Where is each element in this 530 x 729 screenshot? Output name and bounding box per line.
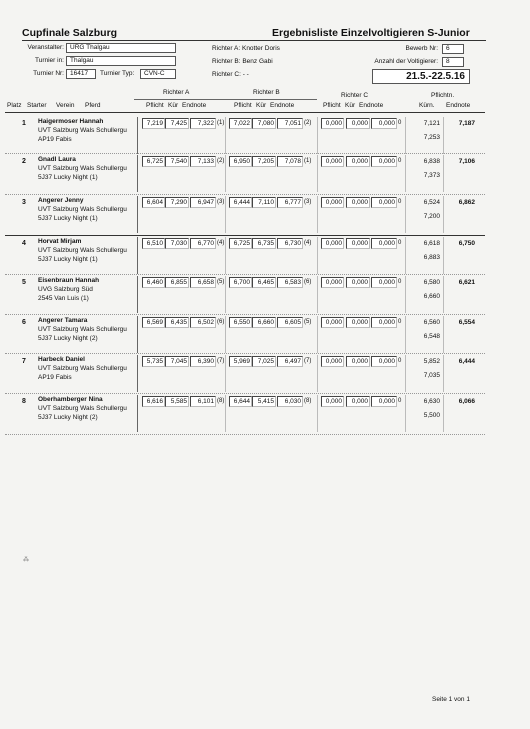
pflicht-note: 5,852 <box>423 358 440 365</box>
score-c-rank: 0 <box>398 398 402 404</box>
header-endnote-final: Endnote <box>446 102 471 109</box>
row-platz: 7 <box>22 358 26 365</box>
score-c-kur: 0,000 <box>346 197 370 208</box>
final-endnote: 6,750 <box>458 240 475 247</box>
score-a-pflicht: 6,604 <box>142 197 165 208</box>
row-starter-name: Angerer Jenny <box>38 197 84 204</box>
anzahl-label: Anzahl der Voltigierer: <box>374 58 438 65</box>
score-c-rank: 0 <box>398 199 402 205</box>
score-b-endnote: 7,051 <box>277 118 303 129</box>
score-b-kur: 6,660 <box>252 317 276 328</box>
row-starter-name: Angerer Tamara <box>38 317 88 324</box>
score-a-endnote: 6,502 <box>190 317 216 328</box>
row-platz: 4 <box>22 240 26 247</box>
turnier-typ-label: Turnier Typ: <box>100 70 135 77</box>
header-b-endnote: Endnote <box>270 102 295 109</box>
row-starter-name: Harbeck Daniel <box>38 356 85 363</box>
header-starter: Starter <box>27 102 47 109</box>
row-starter-name: Eisenbraun Hannah <box>38 277 100 284</box>
score-b-kur: 6,735 <box>252 238 276 249</box>
score-c-endnote: 0,000 <box>371 317 397 328</box>
score-a-pflicht: 6,569 <box>142 317 165 328</box>
score-b-kur: 5,415 <box>252 396 276 407</box>
row-starter-name: Horvat Mirjam <box>38 238 82 245</box>
veranstalter-label: Veranstalter: <box>27 44 64 51</box>
row-pferd: 5J37 Lucky Night (1) <box>38 256 98 263</box>
row-pferd: 2545 Van Luis (1) <box>38 295 89 302</box>
bewerb-value: 6 <box>442 44 464 54</box>
richter-c-line: Richter C: - - <box>212 71 249 78</box>
score-a-endnote: 6,770 <box>190 238 216 249</box>
score-b-kur: 7,025 <box>252 356 276 367</box>
score-c-endnote: 0,000 <box>371 238 397 249</box>
final-endnote: 7,106 <box>458 158 475 165</box>
header-c-endnote: Endnote <box>359 102 384 109</box>
header-b-pflicht: Pflicht <box>234 102 252 109</box>
richter-b-line: Richter B: Benz Gabi <box>212 58 273 65</box>
row-verein: UVT Salzburg Wals Schullergu <box>38 365 127 372</box>
kur-note: 7,253 <box>423 134 440 141</box>
score-a-pflicht: 5,735 <box>142 356 165 367</box>
list-title: Ergebnisliste Einzelvoltigieren S-Junior <box>272 27 470 39</box>
score-a-endnote: 7,322 <box>190 118 216 129</box>
header-a-pflicht: Pflicht <box>146 102 164 109</box>
score-c-kur: 0,000 <box>346 238 370 249</box>
score-b-kur: 6,465 <box>252 277 276 288</box>
pflicht-note: 6,524 <box>423 199 440 206</box>
row-platz: 2 <box>22 158 26 165</box>
score-c-rank: 0 <box>398 319 402 325</box>
score-c-endnote: 0,000 <box>371 396 397 407</box>
header-pflichtn: Pflichtn. <box>431 92 455 99</box>
row-pferd: 5J37 Lucky Night (2) <box>38 414 98 421</box>
header-a-kur: Kür <box>168 102 179 109</box>
score-b-pflicht: 6,550 <box>229 317 252 328</box>
score-c-kur: 0,000 <box>346 156 370 167</box>
score-b-endnote: 6,030 <box>277 396 303 407</box>
kur-note: 5,500 <box>423 412 440 419</box>
score-b-rank: (1) <box>304 158 312 164</box>
kur-note: 7,373 <box>423 172 440 179</box>
event-title: Cupfinale Salzburg <box>22 27 118 39</box>
score-c-pflicht: 0,000 <box>321 317 344 328</box>
row-platz: 8 <box>22 398 26 405</box>
date-range: 21.5.-22.5.16 <box>372 69 470 84</box>
score-b-endnote: 6,777 <box>277 197 303 208</box>
score-a-rank: (6) <box>217 319 225 325</box>
score-b-endnote: 6,497 <box>277 356 303 367</box>
turnier-typ-value: CVN-C <box>140 69 176 79</box>
score-b-pflicht: 6,950 <box>229 156 252 167</box>
score-c-kur: 0,000 <box>346 396 370 407</box>
score-b-rank: (6) <box>304 279 312 285</box>
score-b-pflicht: 5,969 <box>229 356 252 367</box>
score-c-rank: 0 <box>398 158 402 164</box>
score-c-pflicht: 0,000 <box>321 238 344 249</box>
score-a-kur: 6,855 <box>165 277 189 288</box>
header-richter-b: Richter B <box>253 89 280 96</box>
row-verein: UVT Salzburg Wals Schullergu <box>38 326 127 333</box>
score-a-kur: 7,030 <box>165 238 189 249</box>
score-c-kur: 0,000 <box>346 118 370 129</box>
score-a-rank: (3) <box>217 199 225 205</box>
score-a-pflicht: 6,616 <box>142 396 165 407</box>
row-verein: UVT Salzburg Wals Schullergu <box>38 206 127 213</box>
row-platz: 5 <box>22 279 26 286</box>
row-platz: 6 <box>22 319 26 326</box>
final-endnote: 7,187 <box>458 120 475 127</box>
score-a-rank: (1) <box>217 120 225 126</box>
row-pferd: AP19 Fabis <box>38 374 72 381</box>
score-c-endnote: 0,000 <box>371 197 397 208</box>
score-c-pflicht: 0,000 <box>321 118 344 129</box>
header-richter-c: Richter C <box>341 92 369 99</box>
page-number: Seite 1 von 1 <box>432 696 470 703</box>
score-b-endnote: 7,078 <box>277 156 303 167</box>
score-b-rank: (2) <box>304 120 312 126</box>
turnier-in-label: Turnier in: <box>34 57 64 64</box>
final-endnote: 6,621 <box>458 279 475 286</box>
bewerb-label: Bewerb Nr: <box>405 45 438 52</box>
score-a-kur: 6,435 <box>165 317 189 328</box>
score-a-endnote: 7,133 <box>190 156 216 167</box>
pflicht-note: 6,630 <box>423 398 440 405</box>
final-endnote: 6,444 <box>458 358 475 365</box>
score-a-kur: 7,425 <box>165 118 189 129</box>
header-c-kur: Kür <box>345 102 356 109</box>
pflicht-note: 6,618 <box>423 240 440 247</box>
header-pferd: Pferd <box>85 102 101 109</box>
pflicht-note: 6,580 <box>423 279 440 286</box>
score-a-rank: (7) <box>217 358 225 364</box>
score-b-endnote: 6,583 <box>277 277 303 288</box>
row-starter-name: Haigermoser Hannah <box>38 118 104 125</box>
richter-a-line: Richter A: Knotter Doris <box>212 45 280 52</box>
pflicht-note: 6,838 <box>423 158 440 165</box>
header-c-pflicht: Pflicht <box>323 102 341 109</box>
score-c-rank: 0 <box>398 279 402 285</box>
row-verein: UVT Salzburg Wals Schullergu <box>38 127 127 134</box>
final-endnote: 6,554 <box>458 319 475 326</box>
row-platz: 3 <box>22 199 26 206</box>
score-b-rank: (3) <box>304 199 312 205</box>
row-platz: 1 <box>22 120 26 127</box>
score-b-kur: 7,205 <box>252 156 276 167</box>
score-b-pflicht: 6,444 <box>229 197 252 208</box>
score-a-endnote: 6,101 <box>190 396 216 407</box>
row-verein: UVT Salzburg Wals Schullergu <box>38 165 127 172</box>
kur-note: 6,883 <box>423 254 440 261</box>
row-verein: UVT Salzburg Wals Schullergu <box>38 247 127 254</box>
score-b-rank: (8) <box>304 398 312 404</box>
score-a-rank: (4) <box>217 240 225 246</box>
score-c-endnote: 0,000 <box>371 118 397 129</box>
score-a-pflicht: 6,725 <box>142 156 165 167</box>
score-a-kur: 7,540 <box>165 156 189 167</box>
score-c-pflicht: 0,000 <box>321 396 344 407</box>
header-a-endnote: Endnote <box>182 102 207 109</box>
score-c-endnote: 0,000 <box>371 156 397 167</box>
score-a-endnote: 6,947 <box>190 197 216 208</box>
header-verein: Verein <box>56 102 75 109</box>
header-platz: Platz <box>7 102 22 109</box>
row-verein: UVT Salzburg Wals Schullergu <box>38 405 127 412</box>
row-verein: UVG Salzburg Süd <box>38 286 93 293</box>
anzahl-value: 8 <box>442 57 464 67</box>
pflicht-note: 7,121 <box>423 120 440 127</box>
score-a-rank: (5) <box>217 279 225 285</box>
row-pferd: 5J37 Lucky Night (1) <box>38 174 98 181</box>
turnier-nr-value: 16417 <box>66 69 96 79</box>
row-pferd: 5J37 Lucky Night (1) <box>38 215 98 222</box>
score-b-pflicht: 6,700 <box>229 277 252 288</box>
score-c-rank: 0 <box>398 120 402 126</box>
score-c-kur: 0,000 <box>346 317 370 328</box>
score-a-endnote: 6,390 <box>190 356 216 367</box>
veranstalter-value: URG Thalgau <box>66 43 176 53</box>
score-b-rank: (4) <box>304 240 312 246</box>
score-a-kur: 7,045 <box>165 356 189 367</box>
score-a-kur: 5,585 <box>165 396 189 407</box>
score-b-pflicht: 7,022 <box>229 118 252 129</box>
score-a-rank: (2) <box>217 158 225 164</box>
score-b-rank: (7) <box>304 358 312 364</box>
score-b-kur: 7,080 <box>252 118 276 129</box>
score-c-rank: 0 <box>398 358 402 364</box>
score-b-endnote: 6,605 <box>277 317 303 328</box>
header-richter-a: Richter A <box>163 89 190 96</box>
score-c-kur: 0,000 <box>346 356 370 367</box>
score-c-endnote: 0,000 <box>371 356 397 367</box>
row-pferd: 5J37 Lucky Night (2) <box>38 335 98 342</box>
kur-note: 7,200 <box>423 213 440 220</box>
score-c-endnote: 0,000 <box>371 277 397 288</box>
turnier-in-value: Thalgau <box>66 56 176 66</box>
row-pferd: AP19 Fabis <box>38 136 72 143</box>
score-c-pflicht: 0,000 <box>321 277 344 288</box>
row-starter-name: Oberhamberger Nina <box>38 396 103 403</box>
score-b-pflicht: 6,725 <box>229 238 252 249</box>
turnier-nr-label: Turnier Nr: <box>33 70 64 77</box>
kur-note: 6,548 <box>423 333 440 340</box>
score-b-kur: 7,110 <box>252 197 276 208</box>
score-c-rank: 0 <box>398 240 402 246</box>
score-c-kur: 0,000 <box>346 277 370 288</box>
score-b-endnote: 6,730 <box>277 238 303 249</box>
score-a-rank: (8) <box>217 398 225 404</box>
row-starter-name: Gnadl Laura <box>38 156 76 163</box>
score-a-pflicht: 6,460 <box>142 277 165 288</box>
score-a-endnote: 6,658 <box>190 277 216 288</box>
score-a-kur: 7,290 <box>165 197 189 208</box>
score-b-pflicht: 6,644 <box>229 396 252 407</box>
score-c-pflicht: 0,000 <box>321 197 344 208</box>
final-endnote: 6,066 <box>458 398 475 405</box>
score-c-pflicht: 0,000 <box>321 156 344 167</box>
kur-note: 7,035 <box>423 372 440 379</box>
header-kurn: Kürn. <box>419 102 435 109</box>
score-b-rank: (5) <box>304 319 312 325</box>
score-a-pflicht: 7,219 <box>142 118 165 129</box>
pflicht-note: 6,560 <box>423 319 440 326</box>
score-a-pflicht: 6,510 <box>142 238 165 249</box>
header-b-kur: Kür <box>256 102 267 109</box>
score-c-pflicht: 0,000 <box>321 356 344 367</box>
final-endnote: 6,862 <box>458 199 475 206</box>
kur-note: 6,660 <box>423 293 440 300</box>
